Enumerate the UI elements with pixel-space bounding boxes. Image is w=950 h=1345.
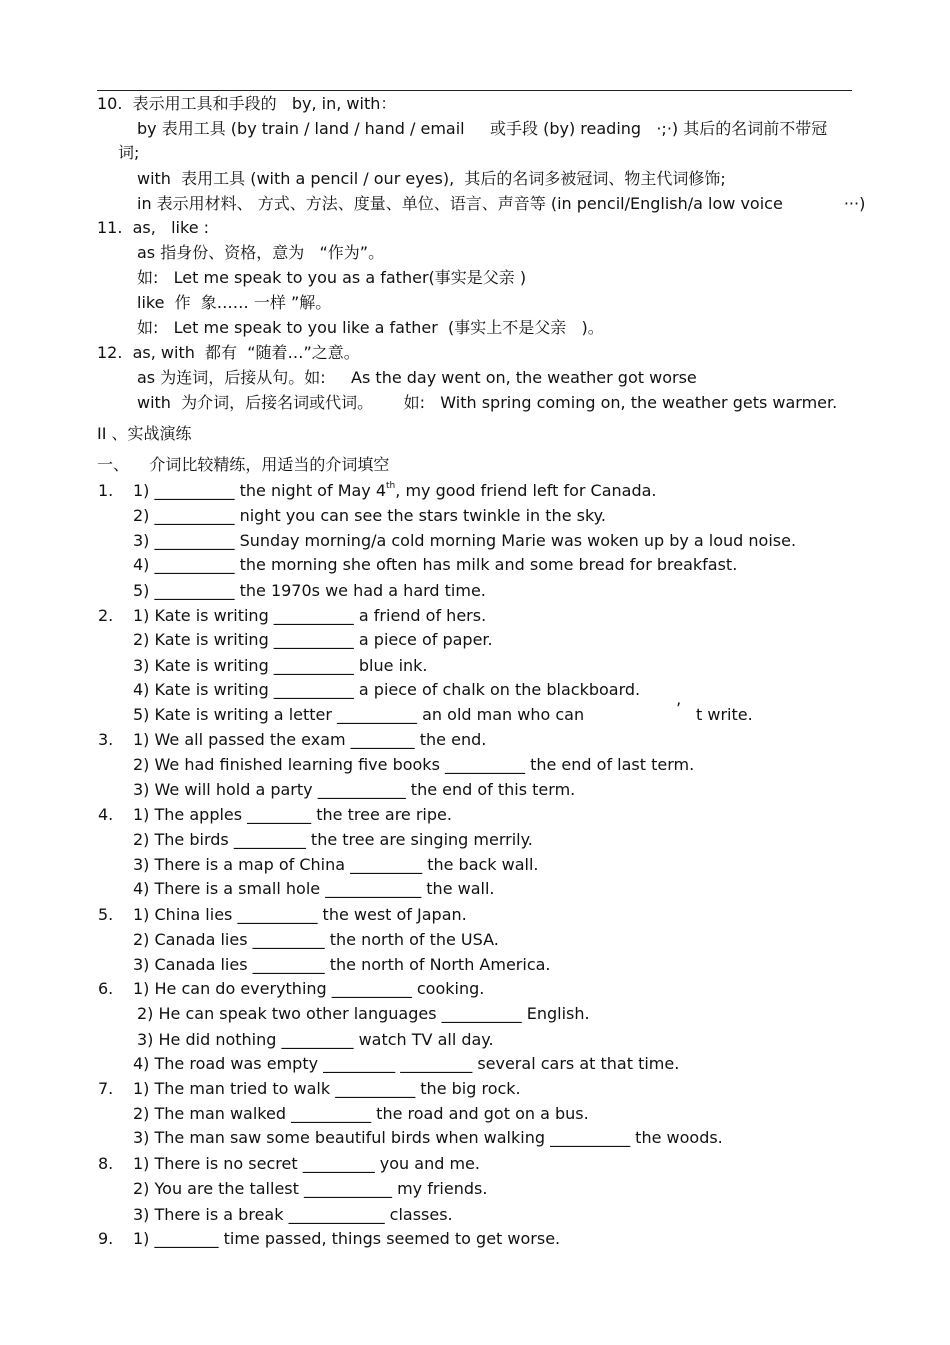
exercise-item: 2) Canada lies _________ the north of the USA.: [133, 930, 499, 949]
note-11-as-def: as 指身份、资格，意为 “作为”。: [137, 243, 385, 262]
question-number: 9.: [98, 1229, 114, 1248]
exercise-item: 1) ________ time passed, things seemed to get worse.: [133, 1229, 561, 1248]
exercise-item: t write.: [696, 705, 753, 724]
note-12-heading: 12. as, with 都有 “随着…”之意。: [97, 343, 360, 362]
exercise-item: 1) The man tried to walk __________ the big rock.: [133, 1079, 521, 1098]
item-text: 1) __________ the night of May 4: [133, 481, 387, 500]
exercise-item: 4) Kate is writing __________ a piece of chalk on the blackboard.: [133, 680, 641, 699]
question-number: 3.: [98, 730, 114, 749]
exercise-item: 3) There is a break ____________ classes.: [133, 1205, 453, 1224]
exercise-item: 4) There is a small hole ____________ the wall.: [133, 879, 495, 898]
question-number: 6.: [98, 979, 114, 998]
question-number: 2.: [98, 606, 114, 625]
exercise-item: 1) He can do everything __________ cooking.: [133, 979, 485, 998]
exercise-item: [133, 481, 657, 501]
question-number: 1.: [98, 481, 114, 500]
apostrophe: ’: [676, 699, 682, 718]
exercise-item: 2) You are the tallest ___________ my friends.: [133, 1179, 488, 1198]
question-number: 8.: [98, 1154, 114, 1173]
header-rule: [97, 90, 852, 91]
note-10-by-a: by 表用工具 (by train / land / hand / email 或手段 (by) reading ·;·) 其后的名词前不带冠: [137, 119, 828, 138]
exercise-item: 2) The birds _________ the tree are singing merrily.: [133, 830, 533, 849]
exercise-item: 3) The man saw some beautiful birds when walking __________ the woods.: [133, 1128, 723, 1147]
section-title: II 、实战演练: [97, 424, 192, 443]
exercise-item: 2) Kate is writing __________ a piece of paper.: [133, 630, 493, 649]
note-10-in: in 表示用材料、 方式、方法、度量、单位、语言、声音等 (in pencil/English/a low voice ···): [137, 194, 866, 213]
exercise-item: 4) The road was empty _________ _________ several cars at that time.: [133, 1054, 680, 1073]
question-number: 5.: [98, 905, 114, 924]
exercise-item: 4) __________ the morning she often has milk and some bread for breakfast.: [133, 555, 738, 574]
exercise-item: 1) China lies __________ the west of Japan.: [133, 905, 467, 924]
note-10-heading: 10. 表示用工具和手段的 by, in, with：: [97, 94, 397, 113]
note-11-like-example: 如: Let me speak to you like a father (事实上不是父亲 )。: [137, 318, 604, 337]
exercise-item: 2) __________ night you can see the stars twinkle in the sky.: [133, 506, 606, 525]
note-10-by-b: 词;: [118, 143, 140, 162]
exercise-item: 5) Kate is writing a letter __________ an old man who can: [133, 705, 585, 724]
exercise-item: 2) He can speak two other languages __________ English.: [137, 1004, 590, 1023]
note-12-as: as 为连词，后接从句。如: As the day went on, the weather got worse: [137, 368, 697, 387]
exercise-item: 2) We had finished learning five books __________ the end of last term.: [133, 755, 695, 774]
subsection-title: 一、 介词比较精练，用适当的介词填空: [97, 455, 390, 474]
exercise-item: 3) There is a map of China _________ the back wall.: [133, 855, 539, 874]
exercise-item: 1) There is no secret _________ you and me.: [133, 1154, 480, 1173]
note-11-like-def: like 作 象…… 一样 ”解。: [137, 293, 332, 312]
question-number: 7.: [98, 1079, 114, 1098]
exercise-item: 2) The man walked __________ the road and got on a bus.: [133, 1104, 589, 1123]
exercise-item: 3) __________ Sunday morning/a cold morning Marie was woken up by a loud noise.: [133, 531, 797, 550]
exercise-item: 1) Kate is writing __________ a friend of hers.: [133, 606, 487, 625]
item-text: , my good friend left for Canada.: [395, 481, 657, 500]
exercise-item: 3) He did nothing _________ watch TV all day.: [137, 1030, 494, 1049]
exercise-item: 1) We all passed the exam ________ the end.: [133, 730, 487, 749]
exercise-item: 1) The apples ________ the tree are ripe.: [133, 805, 452, 824]
superscript-th: th: [386, 481, 396, 491]
note-11-as-example: 如: Let me speak to you as a father(事实是父亲 ): [137, 268, 527, 287]
exercise-item: 3) We will hold a party ___________ the end of this term.: [133, 780, 576, 799]
note-10-with: with 表用工具 (with a pencil / our eyes), 其后的名词多被冠词、物主代词修饰;: [137, 169, 726, 188]
note-12-with: with 为介词，后接名词或代词。 如: With spring coming on, the weather gets warmer.: [137, 393, 838, 412]
exercise-item: 5) __________ the 1970s we had a hard time.: [133, 581, 486, 600]
question-number: 4.: [98, 805, 114, 824]
exercise-item: 3) Canada lies _________ the north of North America.: [133, 955, 551, 974]
exercise-item: 3) Kate is writing __________ blue ink.: [133, 656, 428, 675]
note-11-heading: 11. as, like :: [97, 218, 210, 237]
